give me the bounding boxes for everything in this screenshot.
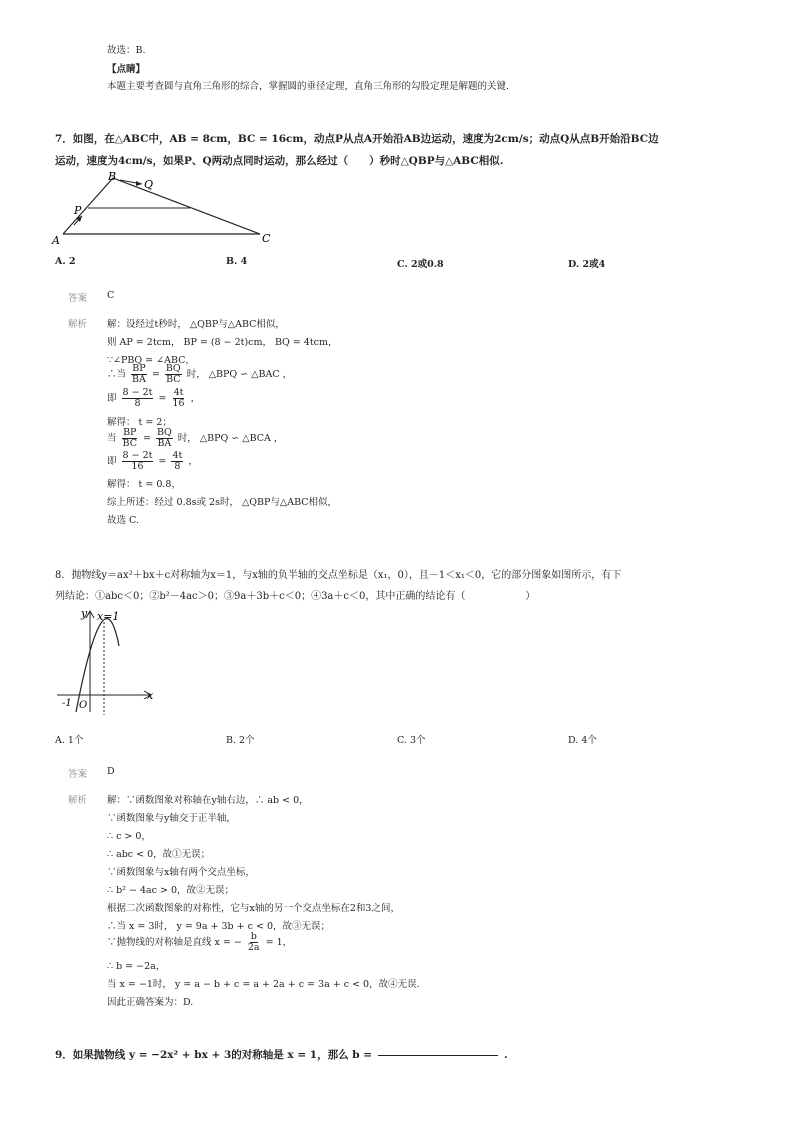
q8-answer-value: D: [107, 766, 115, 777]
q8-sol-line11: 当 x = −1时， y = a − b + c = a + 2a + c = 3a + c < 0，故④无误.: [107, 979, 420, 990]
q8-sol-line2: ∵函数图象与y轴交于正半轴，: [107, 813, 236, 824]
q7-sol-line3: ∵∠PBQ = ∠ABC，: [107, 355, 195, 366]
q9-answer-blank[interactable]: [378, 1054, 498, 1056]
q7-label-q: Q: [144, 178, 154, 191]
q8-answer-label: 答案: [68, 769, 88, 780]
q8-sol-line12: 因此正确答案为：D.: [107, 997, 194, 1008]
q8-sol-line10: ∴ b = −2a，: [107, 961, 166, 972]
prev-answer-line: 故选：B.: [107, 45, 146, 56]
q7-sol-line7: 当 $\frac{BP}{BC}$ = $\frac{BQ}{BA}$ 时， △BPQ ∽ △BCA ，: [107, 427, 284, 449]
q7-stem-line1: 7．如图，在△ABC中，AB = 8cm，BC = 16cm，动点P从点A开始沿AB边运动，速度为2cm/s；动点Q从点B开始沿BC边: [55, 133, 659, 145]
q7-stem-line2: 运动，速度为4cm/s，如果P、Q两动点同时运动，那么经过（ ）秒时△QBP与△ABC相似.: [55, 155, 504, 167]
q8-stem-line2: 列结论：①abc＜0；②b²－4ac＞0；③9a＋3b＋c＜0；④3a＋c＜0，其中正确的结论有（ ）: [55, 591, 536, 602]
q7-answer-label: 答案: [68, 293, 88, 304]
q7-label-c: C: [262, 232, 271, 245]
q7-label-p: P: [74, 204, 82, 217]
q7-triangle-figure: [50, 170, 280, 250]
q8-label-minus1: -1: [62, 698, 72, 709]
q8-sol-line3: ∴ c > 0，: [107, 831, 151, 842]
q7-sol-line1: 解：设经过t秒时， △QBP与△ABC相似，: [107, 319, 285, 330]
q7-sol-line5: 即 $\frac{8 - 2t}{8}$ = $\frac{4t}{16}$ ，: [107, 387, 201, 409]
q7-sol-line9: 解得： t = 0.8，: [107, 479, 181, 490]
q8-sol-line4: ∴ abc < 0，故①无误；: [107, 849, 211, 860]
q8-sol-line9: ∵抛物线的对称轴是直线 x = − $\frac{b}{2a}$ = 1，: [107, 931, 293, 953]
q7-label-b: B: [108, 170, 117, 183]
q8-sol-line6: ∴ b² − 4ac > 0，故②无误；: [107, 885, 235, 896]
q8-sol-line7: 根据二次函数图象的对称性，它与x轴的另一个交点坐标在2和3之间，: [107, 903, 400, 914]
q8-sol-line8: ∴当 x = 3时， y = 9a + 3b + c < 0，故③无误；: [107, 921, 331, 932]
q7-sol-line2: 则 AP = 2tcm， BP = (8 − 2t)cm， BQ = 4tcm，: [107, 337, 338, 348]
q7-sol-line8: 即 $\frac{8 - 2t}{16}$ = $\frac{4t}{8}$ ，: [107, 450, 198, 472]
q8-option-a: A. 1个: [55, 735, 84, 746]
q7-option-a: A. 2: [55, 256, 76, 267]
q7-option-b: B. 4: [226, 256, 248, 267]
comment-title: 【点睛】: [107, 64, 146, 75]
q7-sol-line4: ∴当 $\frac{BP}{BA}$ = $\frac{BQ}{BC}$ 时， △BPQ ∽ △BAC ，: [107, 363, 293, 385]
q9-stem: 9．如果抛物线 y = −2x² + bx + 3的对称轴是 x = 1，那么 b = .: [55, 1049, 508, 1061]
comment-text: 本题主要考查圆与直角三角形的综合，掌握圆的垂径定理，直角三角形的勾股定理是解题的关键.: [107, 81, 510, 92]
q8-sol-line1: 解：∵函数图象对称轴在y轴右边，∴ ab < 0，: [107, 795, 309, 806]
q8-label-origin: O: [79, 700, 88, 711]
q7-sol-line6: 解得： t = 2；: [107, 417, 172, 428]
q7-sol-line11: 故选 C.: [107, 515, 139, 526]
q7-sol-line10: 综上所述：经过 0.8s或 2s时， △QBP与△ABC相似，: [107, 497, 338, 508]
q8-sol-line5: ∵函数图象与x轴有两个交点坐标，: [107, 867, 255, 878]
q7-analysis-label: 解析: [68, 319, 88, 330]
q8-label-x: x: [147, 689, 154, 702]
q7-option-d: D. 2或4: [568, 259, 606, 270]
q8-stem-line1: 8．抛物线y＝ax²＋bx＋c对称轴为x＝1，与x轴的负半轴的交点坐标是（x₁，0），且－1＜x₁＜0，它的部分图象如图所示，有下: [55, 570, 622, 581]
q8-label-y: y: [81, 607, 88, 620]
q8-label-axis: x=1: [97, 610, 120, 623]
q8-option-d: D. 4个: [568, 735, 597, 746]
q8-parabola-figure: [55, 608, 165, 718]
q8-option-b: B. 2个: [226, 735, 255, 746]
q7-option-c: C. 2或0.8: [397, 259, 444, 270]
q7-answer-value: C: [107, 290, 115, 301]
q8-option-c: C. 3个: [397, 735, 426, 746]
q7-label-a: A: [52, 234, 60, 247]
q8-analysis-label: 解析: [68, 795, 88, 806]
